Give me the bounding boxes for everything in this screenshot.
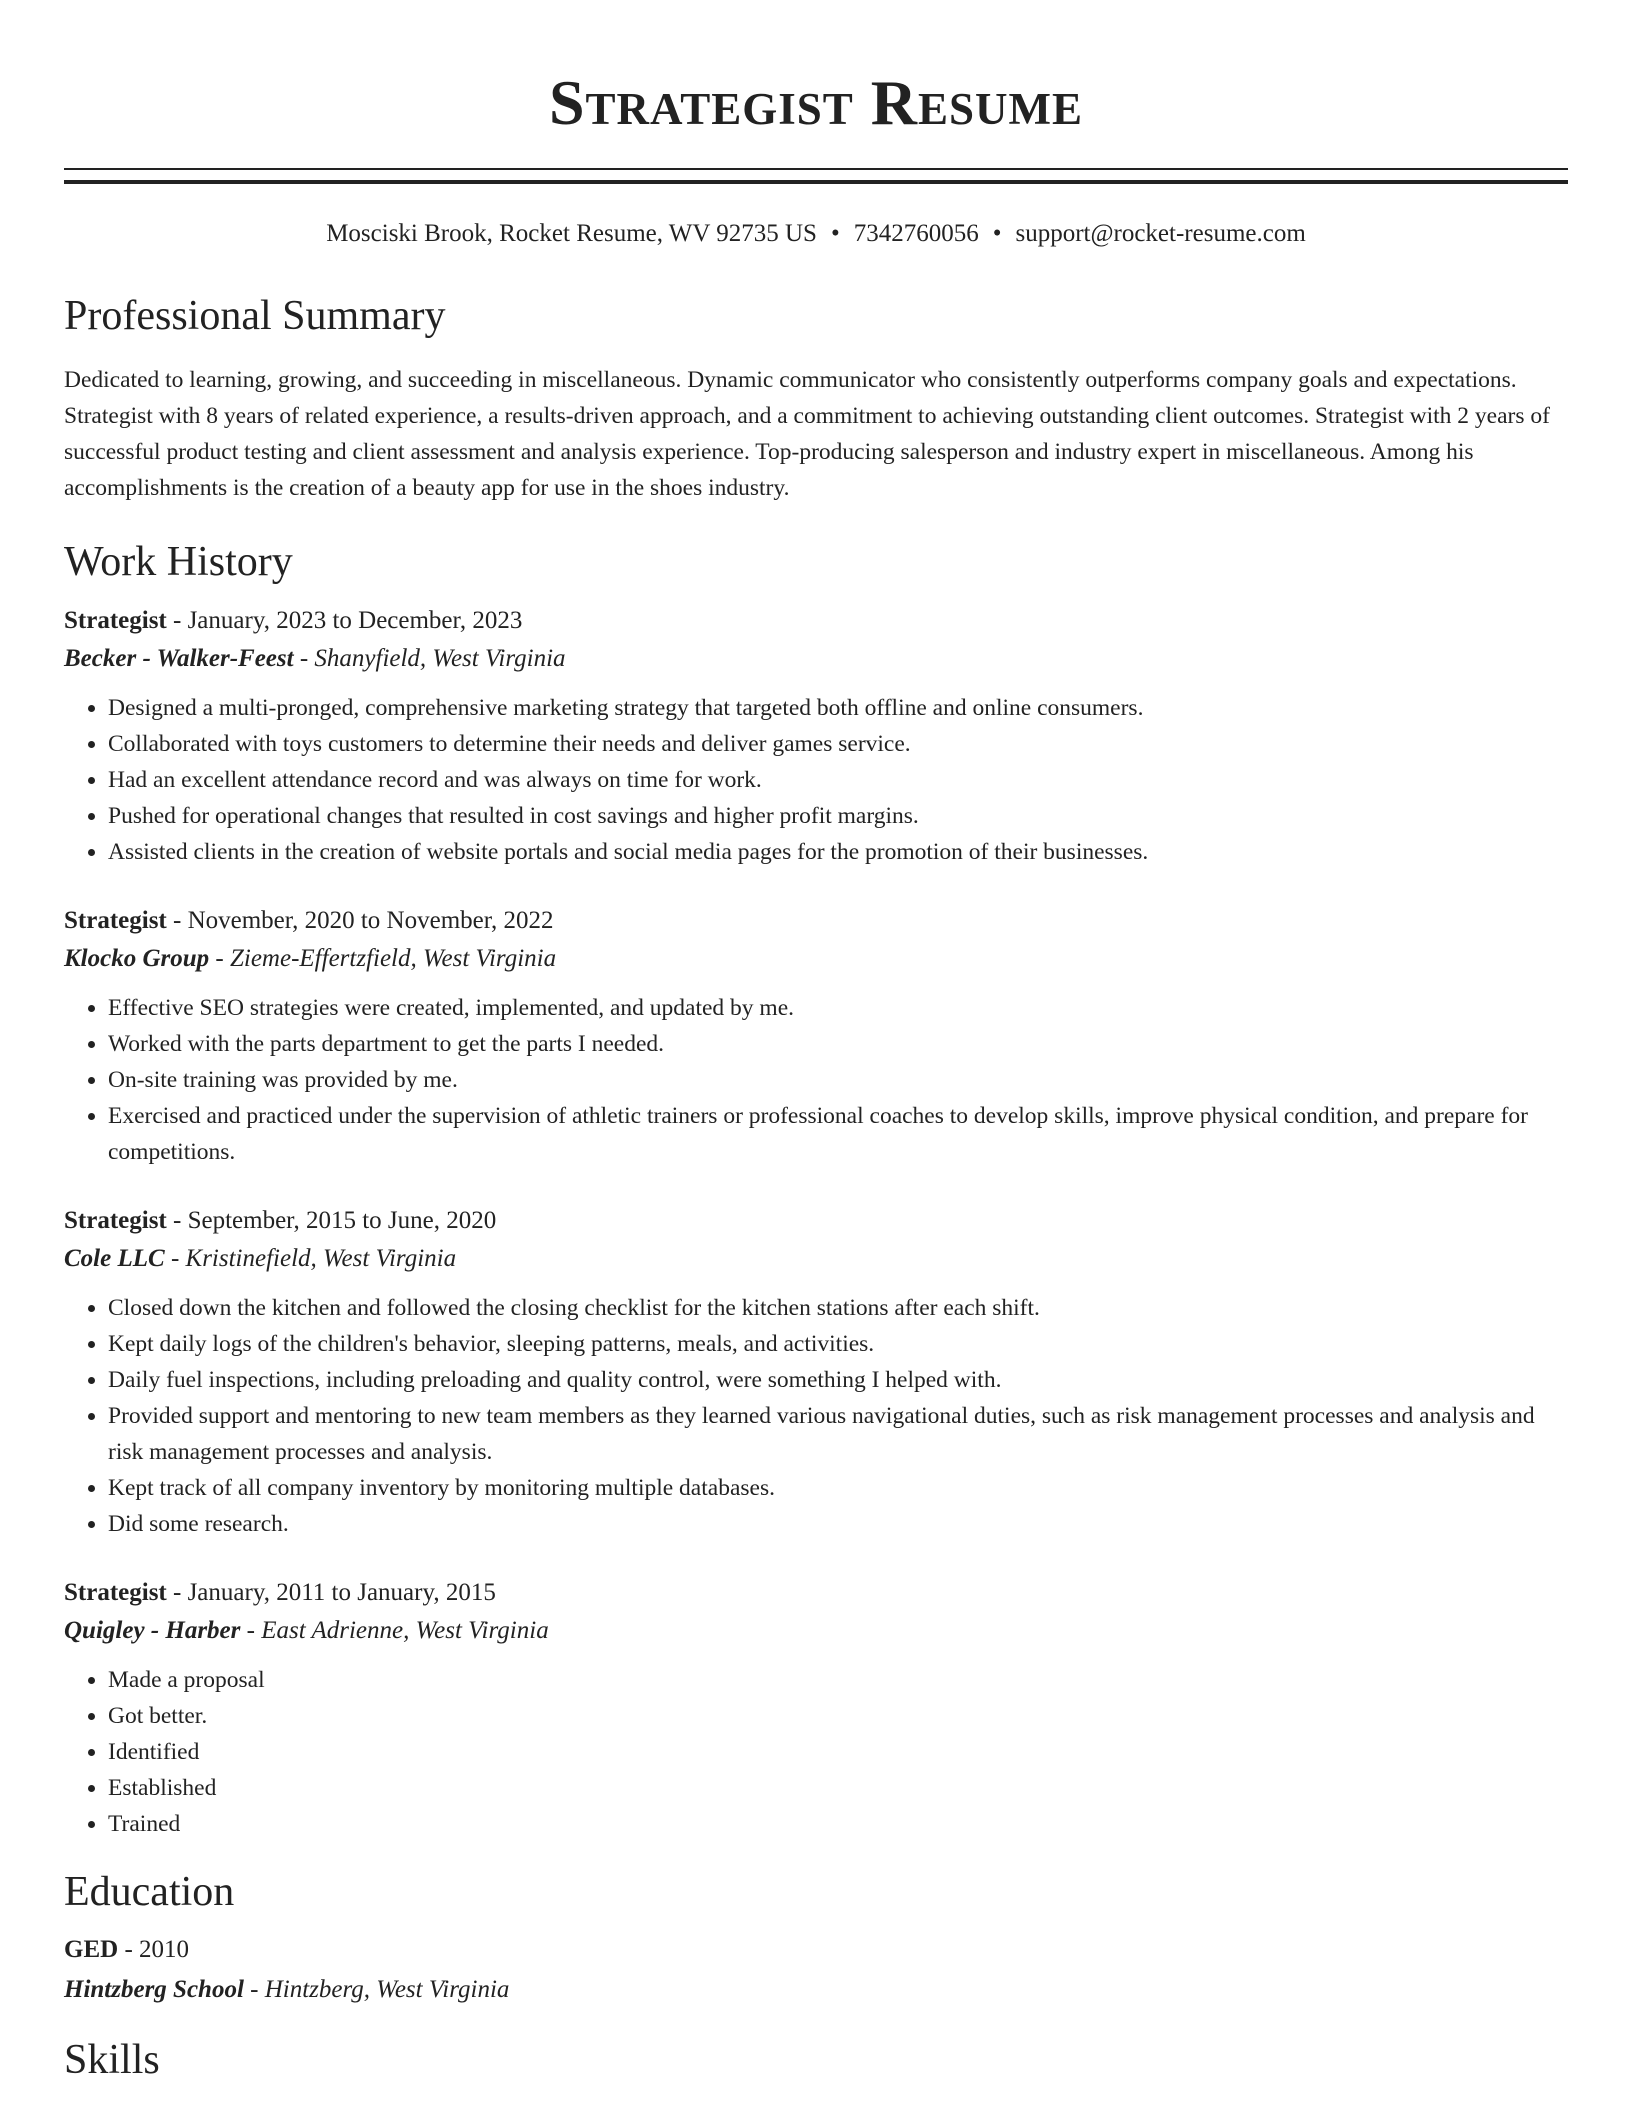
work-history-heading: Work History bbox=[64, 539, 293, 585]
job-bullet: • Worked with the parts department to get the parts I needed. bbox=[108, 1026, 1568, 1062]
job-company-line bbox=[64, 640, 1568, 678]
job-bullet: • Assisted clients in the creation of website portals and social media pages for the promotion of their businesses. bbox=[108, 834, 1568, 870]
job-bullet: • Established bbox=[108, 1770, 1568, 1806]
job-bullets bbox=[64, 1290, 1568, 1542]
job-entry bbox=[64, 1574, 1568, 1842]
job-bullet: • Designed a multi-pronged, comprehensive marketing strategy that targeted both offline and online consumers. bbox=[108, 690, 1568, 726]
education-school-line bbox=[64, 1970, 1568, 2010]
job-location: - Zieme-Effertzfield, West Virginia bbox=[209, 945, 557, 972]
education-heading: Education bbox=[64, 1869, 235, 1915]
summary-text: Dedicated to learning, growing, and succeeding in miscellaneous. Dynamic communicator who consistently outperforms company goals and expectations. Strategist with 8 years of related experience, a results-driven approach, and a commitment to achieving outstanding client outcomes. Strategist with 2 years of successful product testing and client assessment and analysis experience. Top-producing salesperson and industry expert in miscellaneous. Among his accomplishments is the creation of a beauty app for use in the shoes industry. bbox=[64, 367, 1550, 501]
job-location: - Kristinefield, West Virginia bbox=[164, 1245, 457, 1272]
skills-heading: Skills bbox=[64, 2037, 160, 2083]
job-bullet: • Daily fuel inspections, including preloading and quality control, were something I helped with. bbox=[108, 1362, 1568, 1398]
job-dates: - November, 2020 to November, 2022 bbox=[166, 907, 554, 934]
job-title: Strategist bbox=[64, 907, 167, 934]
resume-title: Strategist Resume bbox=[548, 67, 1084, 138]
job-bullet: • Made a proposal bbox=[108, 1662, 1568, 1698]
education-year: - 2010 bbox=[118, 1936, 190, 1963]
job-bullets bbox=[64, 990, 1568, 1170]
summary-heading: Professional Summary bbox=[64, 293, 446, 339]
job-company-line bbox=[64, 1240, 1568, 1278]
job-title: Strategist bbox=[64, 1579, 167, 1606]
job-company: Becker - Walker-Feest bbox=[64, 645, 294, 672]
job-bullet: • On-site training was provided by me. bbox=[108, 1062, 1568, 1098]
job-title: Strategist bbox=[64, 607, 167, 634]
job-entry bbox=[64, 902, 1568, 1170]
job-company: Quigley - Harber bbox=[64, 1617, 241, 1644]
job-title-line bbox=[64, 902, 1568, 940]
job-bullet: • Pushed for operational changes that resulted in cost savings and higher profit margins. bbox=[108, 798, 1568, 834]
job-entry bbox=[64, 1202, 1568, 1542]
bullet-separator: • bbox=[992, 220, 1002, 247]
education-degree: GED bbox=[64, 1936, 119, 1963]
title-divider bbox=[64, 168, 1568, 184]
job-title: Strategist bbox=[64, 1207, 167, 1234]
job-bullets bbox=[64, 1662, 1568, 1842]
job-bullet: • Kept track of all company inventory by monitoring multiple databases. bbox=[108, 1470, 1568, 1506]
contact-line bbox=[64, 218, 1568, 250]
contact-email[interactable]: support@rocket-resume.com bbox=[1015, 220, 1306, 247]
education-entry bbox=[64, 1930, 1568, 2010]
job-title-line bbox=[64, 1574, 1568, 1612]
job-bullet: • Effective SEO strategies were created, implemented, and updated by me. bbox=[108, 990, 1568, 1026]
contact-phone: 7342760056 bbox=[853, 220, 979, 247]
job-title-line bbox=[64, 1202, 1568, 1240]
job-dates: - September, 2015 to June, 2020 bbox=[166, 1207, 497, 1234]
job-title-line bbox=[64, 602, 1568, 640]
job-company-line bbox=[64, 940, 1568, 978]
job-dates: - January, 2023 to December, 2023 bbox=[166, 607, 523, 634]
job-location: - East Adrienne, West Virginia bbox=[240, 1617, 549, 1644]
job-entry bbox=[64, 602, 1568, 870]
contact-address: Mosciski Brook, Rocket Resume, WV 92735 US bbox=[326, 220, 817, 247]
resume-page bbox=[64, 0, 1568, 2086]
bullet-separator: • bbox=[830, 220, 840, 247]
job-company-line bbox=[64, 1612, 1568, 1650]
job-dates: - January, 2011 to January, 2015 bbox=[166, 1579, 496, 1606]
job-bullet: • Identified bbox=[108, 1734, 1568, 1770]
education-location: - Hintzberg, West Virginia bbox=[243, 1976, 510, 2003]
education-degree-line bbox=[64, 1930, 1568, 1970]
job-bullet: • Closed down the kitchen and followed the closing checklist for the kitchen stations after each shift. bbox=[108, 1290, 1568, 1326]
job-company: Klocko Group bbox=[64, 945, 210, 972]
job-bullets bbox=[64, 690, 1568, 870]
job-bullet: • Had an excellent attendance record and was always on time for work. bbox=[108, 762, 1568, 798]
job-bullet: • Trained bbox=[108, 1806, 1568, 1842]
job-bullet: • Kept daily logs of the children's behavior, sleeping patterns, meals, and activities. bbox=[108, 1326, 1568, 1362]
job-bullet: • Collaborated with toys customers to determine their needs and deliver games service. bbox=[108, 726, 1568, 762]
job-company: Cole LLC bbox=[64, 1245, 165, 1272]
education-school: Hintzberg School bbox=[64, 1976, 244, 2003]
job-bullet: • Got better. bbox=[108, 1698, 1568, 1734]
job-bullet: • Provided support and mentoring to new team members as they learned various navigational duties, such as risk management processes and analysis and risk management processes and analysis. bbox=[108, 1398, 1568, 1470]
job-location: - Shanyfield, West Virginia bbox=[293, 645, 566, 672]
job-bullet: • Exercised and practiced under the supervision of athletic trainers or professional coaches to develop skills, improve physical condition, and prepare for competitions. bbox=[108, 1098, 1568, 1170]
job-bullet: • Did some research. bbox=[108, 1506, 1568, 1542]
